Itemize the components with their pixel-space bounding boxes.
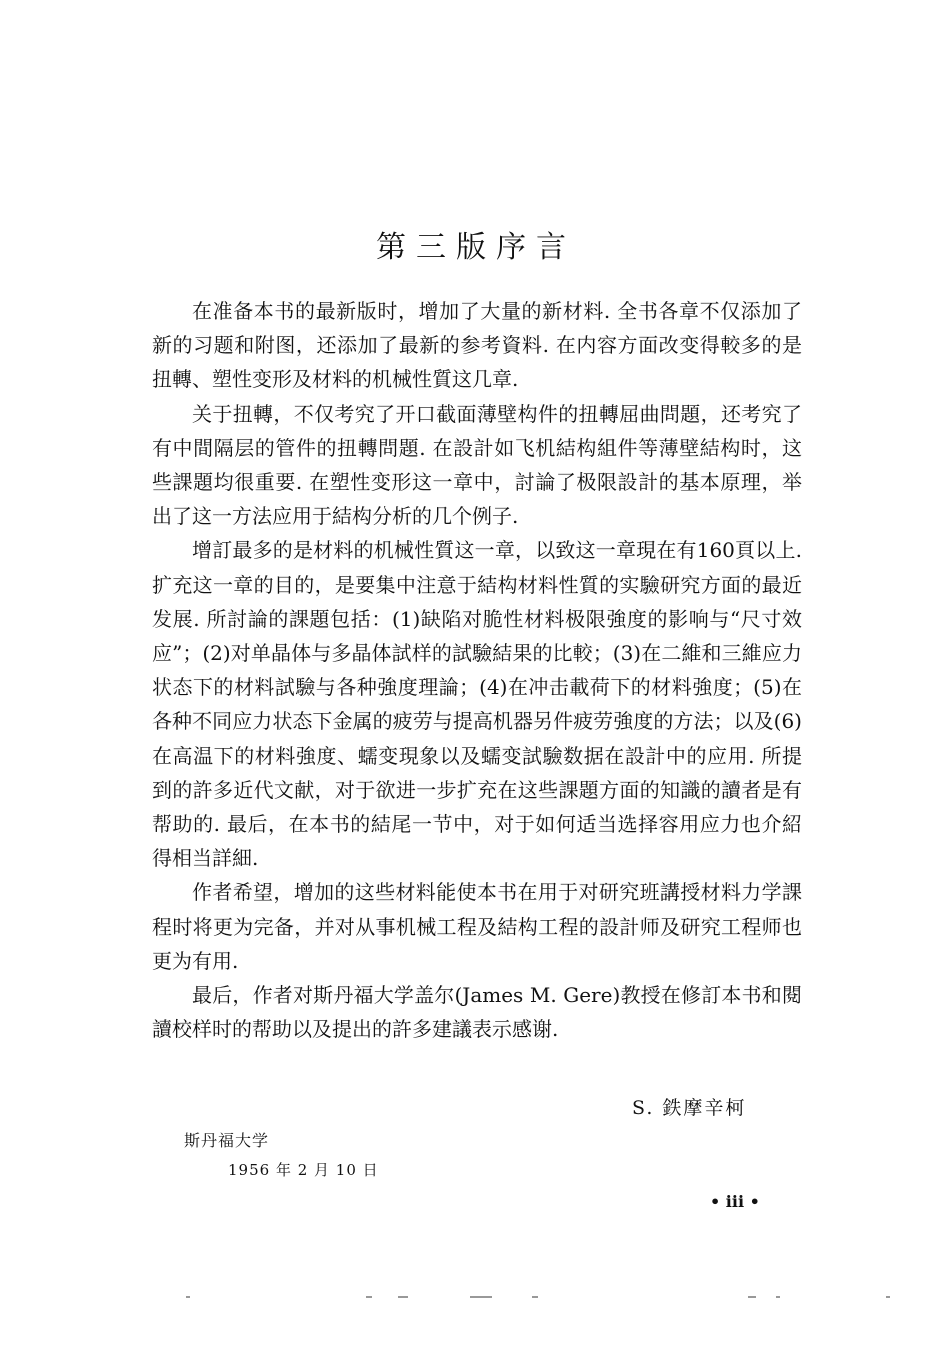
paragraph-5: 最后，作者对斯丹福大学盖尔(James M. Gere)教授在修訂本书和閱讀校样时的帮助以及提出的許多建議表示感谢.	[152, 983, 802, 1042]
paragraph-2: 关于扭轉，不仅考究了开口截面薄壁构件的扭轉屈曲問題，还考究了有中間隔层的管件的扭轉問題. 在設計如飞机結构組件等薄壁結构时，这些課題均很重要. 在塑性变形这一章中，討論了极限設計的基本原理，举出了这一方法应用于結构分析的几个例子.	[152, 401, 802, 529]
page-title: 第三版序言	[376, 230, 576, 265]
paragraph-4: 作者希望，增加的这些材料能使本书在用于对研究班講授材料力学課程时将更为完备，并对从事机械工程及結构工程的設計师及研究工程师也更为有用.	[152, 880, 802, 973]
institution-name: 斯丹福大学	[184, 1131, 270, 1150]
preface-body	[152, 294, 802, 1046]
page-number: • iii •	[710, 1192, 760, 1211]
paragraph-3: 增訂最多的是材料的机械性質这一章，以致这一章現在有160頁以上. 扩充这一章的目的，是要集中注意于結构材料性質的实驗研究方面的最近发展. 所討論的課題包括：(1)缺陷对脆性材料极限強度的影响与“尺寸效应”；(2)对单晶体与多晶体試样的試驗結果的比較；(3)在二維和三維应力状态下的材料試驗与各种強度理論；(4)在冲击載荷下的材料強度；(5)在各种不同应力状态下金属的疲劳与提高机器另件疲劳強度的方法；以及(6)在高温下的材料強度、蠕变現象以及蠕变試驗数据在設計中的应用. 所提到的許多近代文献，对于欲进一步扩充在这些課題方面的知識的讀者是有帮助的. 最后，在本书的結尾一节中，对于如何适当选择容用应力也介紹得相当詳細.	[152, 538, 802, 871]
author-signature: S. 鉄摩辛柯	[632, 1097, 747, 1119]
scan-artifact-marks	[0, 1296, 952, 1304]
date-line: 1956 年 2 月 10 日	[228, 1161, 379, 1179]
paragraph-1: 在准备本书的最新版时，增加了大量的新材料. 全书各章不仅添加了新的习题和附图，还添加了最新的参考資料. 在内容方面改变得較多的是扭轉、塑性变形及材料的机械性質这几章.	[152, 299, 802, 392]
